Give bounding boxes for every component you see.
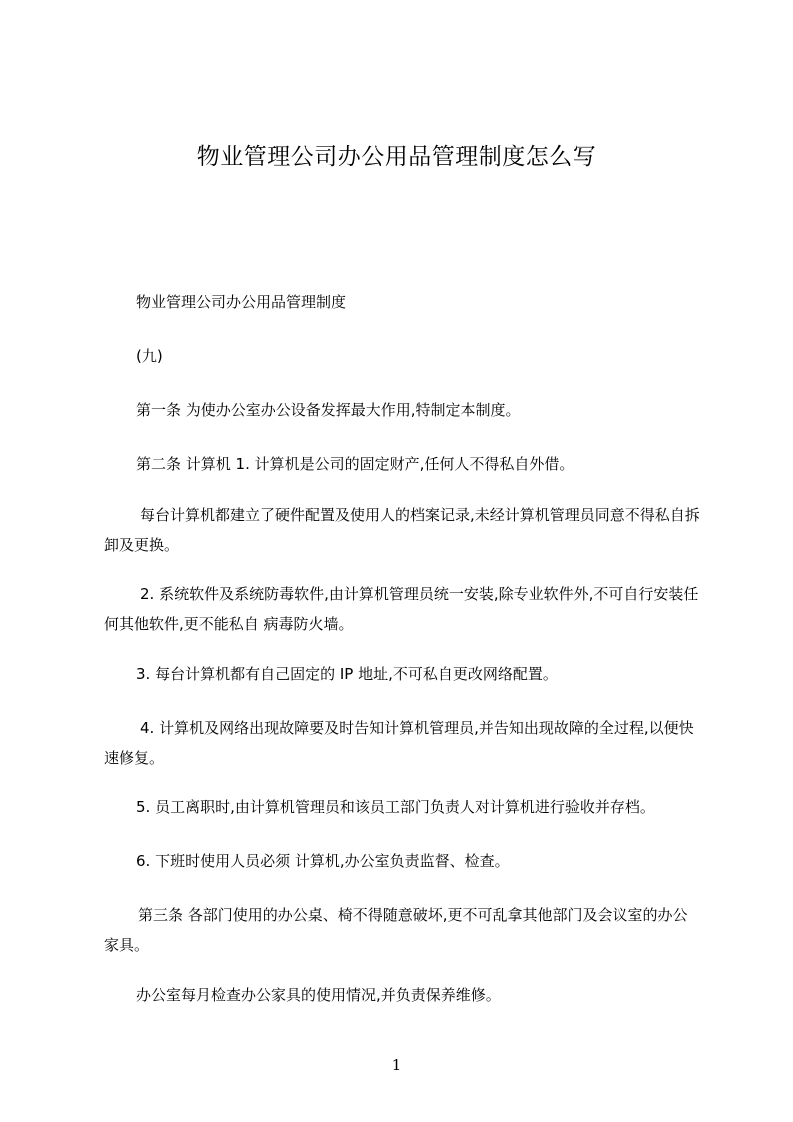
paragraph-item-6: 6. 下班时使用人员必须 计算机,办公室负责监督、检查。: [136, 852, 510, 870]
paragraph-item-3: 3. 每台计算机都有自己固定的 IP 地址,不可私自更改网络配置。: [136, 665, 558, 683]
paragraph-article-1: 第一条 为使办公室办公设备发挥最大作用,特制定本制度。: [136, 401, 521, 419]
paragraph-computer-records: 每台计算机都建立了硬件配置及使用人的档案记录,未经计算机管理员同意不得私自拆卸及更换。: [104, 506, 700, 554]
paragraph-item-5: 5. 员工离职时,由计算机管理员和该员工部门负责人对计算机进行验收并存档。: [136, 798, 655, 816]
paragraph-heading: 物业管理公司办公用品管理制度: [136, 293, 347, 311]
paragraph-item-2: 2. 系统软件及系统防毒软件,由计算机管理员统一安装,除专业软件外,不可自行安装任何其他软件,更不能私自 病毒防火墙。: [104, 585, 699, 633]
paragraph-section-number: (九): [136, 347, 163, 365]
paragraph-article-2: 第二条 计算机 1. 计算机是公司的固定财产,任何人不得私自外借。: [136, 455, 575, 473]
paragraph-item-4: 4. 计算机及网络出现故障要及时告知计算机管理员,并告知出现故障的全过程,以便快速修复。: [104, 719, 694, 767]
document-title: 物业管理公司办公用品管理制度怎么写: [196, 144, 597, 170]
page-number: 1: [391, 1056, 402, 1074]
paragraph-monthly-check: 办公室每月检查办公家具的使用情况,并负责保养维修。: [136, 986, 501, 1004]
paragraph-article-3: 第三条 各部门使用的办公桌、椅不得随意破坏,更不可乱拿其他部门及会议室的办公家具。: [104, 906, 688, 954]
